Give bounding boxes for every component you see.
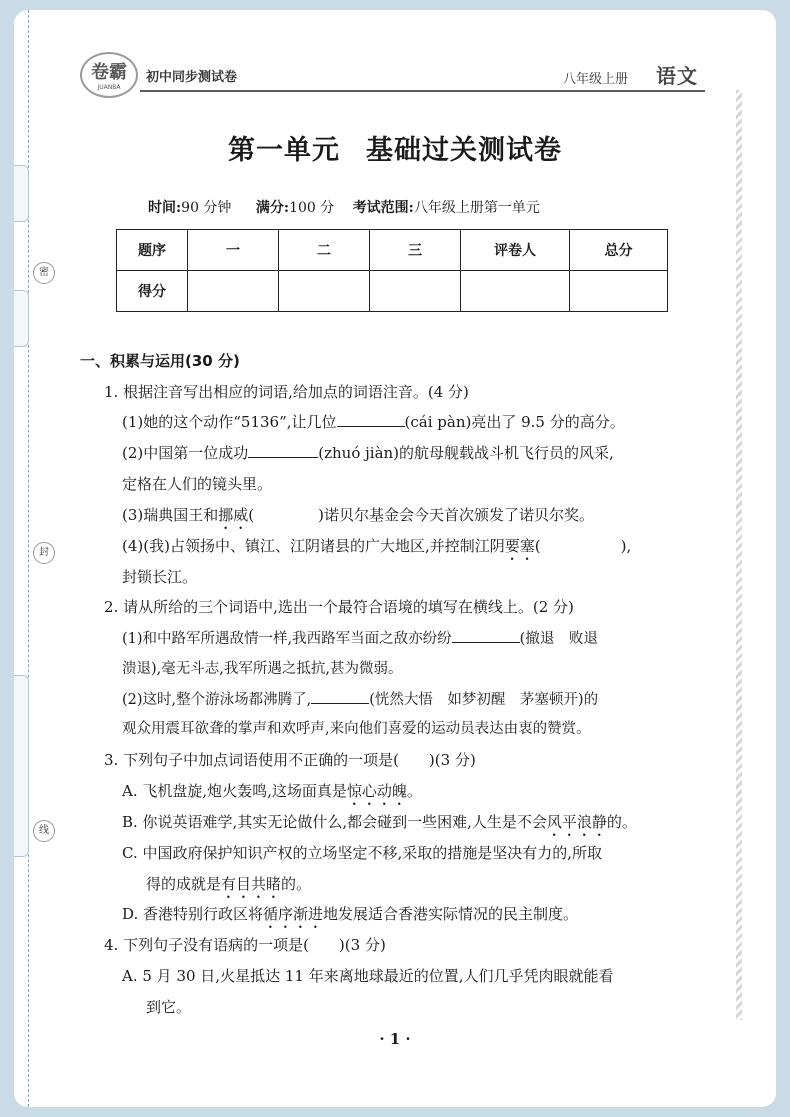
q2-1-options: (撤退 败退 [519,631,598,647]
q1-item-1 [122,412,625,432]
time-label: 时间: [148,200,182,216]
dotted-word: 循序渐进 [263,905,324,923]
exam-info [148,197,540,217]
answer-blank[interactable] [311,689,369,704]
q2-item-2-cont: 观众用震耳欲聋的掌声和欢呼声,来向他们喜爱的运动员表达由衷的赞赏。 [122,721,591,737]
subject-label: 语文 [656,64,698,88]
q2-item-1-cont: 溃退),毫无斗志,我军所遇之抵抗,甚为微弱。 [122,661,403,677]
q3-option-b[interactable] [122,812,637,840]
section-heading: 一、积累与运用(30 分) [80,352,240,370]
q1-item-2 [122,443,614,463]
page-title [0,128,790,167]
score-value-row [117,271,668,312]
page-number: · 1 · [379,1030,411,1048]
score-row-label: 得分 [117,271,188,312]
score-header-row [117,230,668,271]
score-header-cell: 一 [188,230,279,271]
q3-a-text: A. 飞机盘旋,炮火轰鸣,这场面真是 [122,782,347,800]
score-value: 100 分 [289,200,335,216]
q1-4-text-end: ), [620,537,632,555]
title-unit: 第一单元 [228,135,340,166]
score-cell[interactable] [461,271,570,312]
q1-3-paren: ( [248,506,255,524]
dotted-word: 惊心动魄 [346,782,407,800]
score-header-cell: 评卷人 [461,230,570,271]
logo-sub: JUANBA [97,84,121,91]
seal-mi: 密 [33,262,55,284]
q2-2-options: (恍然大悟 如梦初醒 茅塞顿开)的 [369,692,599,708]
answer-blank[interactable] [452,628,520,643]
score-label: 满分: [255,200,290,216]
score-header-cell: 总分 [570,230,668,271]
answer-blank[interactable] [248,443,318,458]
binding-tab [14,165,29,222]
q3-b-end: 的。 [606,813,637,831]
q2-item-1 [122,628,598,649]
q1-2-text: (2)中国第一位成功 [122,444,249,462]
q3-d-end: 地发展适合香港实际情况的民主制度。 [323,905,579,923]
seal-feng: 封 [33,542,55,564]
q1-item-4-cont: 封锁长江。 [122,568,198,586]
q2-stem: 2. 请从所给的三个词语中,选出一个最符合语境的填写在横线上。(2 分) [104,598,574,616]
logo-text: 卷霸 [91,62,127,83]
time-value: 90 分钟 [181,200,232,216]
score-header-cell: 题序 [117,230,188,271]
score-cell[interactable] [188,271,279,312]
q1-item-3 [122,505,594,533]
answer-blank[interactable] [337,412,405,427]
q1-item-4 [122,536,631,564]
q3-option-c-cont [146,874,311,902]
q3-option-d[interactable] [122,904,578,932]
q2-2-text: (2)这时,整个游泳场都沸腾了, [122,692,312,708]
q3-stem: 3. 下列句子中加点词语使用不正确的一项是( )(3 分) [104,751,476,769]
header-rule [140,90,705,92]
dotted-word: 风平浪静 [546,813,607,831]
grade-label: 八年级上册 [563,72,629,87]
score-header-cell: 二 [279,230,370,271]
dotted-word: 有目共睹 [221,875,282,893]
q3-c-end: 的。 [281,875,312,893]
q1-1-text: (1)她的这个动作“5136”,让几位 [122,413,337,431]
q3-d-text: D. 香港特别行政区将 [122,905,264,923]
dotted-word: 要塞 [504,537,535,555]
q2-item-2 [122,689,598,710]
right-decoration [736,90,742,1020]
q3-option-c[interactable]: C. 中国政府保护知识产权的立场坚定不移,采取的措施是坚决有力的,所取 [122,844,603,862]
q4-option-a[interactable]: A. 5 月 30 日,火星抵达 11 年来离地球最近的位置,人们几乎凭肉眼就能看 [122,967,614,985]
score-cell[interactable] [570,271,668,312]
q4-stem: 4. 下列句子没有语病的一项是( )(3 分) [104,936,386,954]
seal-xian: 线 [33,820,55,842]
series-title: 初中同步测试卷 [146,70,238,85]
q2-1-text: (1)和中路军所遇敌情一样,我西路军当面之敌亦纷纷 [122,631,452,647]
q1-4-text: (4)(我)占领扬中、镇江、江阴诸县的广大地区,并控制江阴 [122,537,505,555]
score-cell[interactable] [279,271,370,312]
q3-b-text: B. 你说英语难学,其实无论做什么,都会碰到一些困难,人生是不会 [122,813,547,831]
q1-4-paren: ( [534,537,541,555]
q1-stem: 1. 根据注音写出相应的词语,给加点的词语注音。(4 分) [104,383,469,401]
q1-3-text: (3)瑞典国王和 [122,506,219,524]
score-table [116,229,668,312]
q3-a-end: 。 [406,782,422,800]
score-cell[interactable] [370,271,461,312]
q4-option-a-cont: 到它。 [146,998,192,1016]
q3-c-text: 得的成就是 [146,875,222,893]
q1-1-text-end: (cái pàn)亮出了 9.5 分的高分。 [404,413,625,431]
binding-tab [14,675,29,857]
range-label: 考试范围: [352,200,414,216]
q1-3-text-end: )诺贝尔基金会今天首次颁发了诺贝尔奖。 [318,506,594,524]
dotted-word: 挪威 [218,506,249,524]
brand-logo [80,52,138,98]
binding-tab [14,290,29,347]
title-main: 基础过关测试卷 [366,135,562,166]
score-header-cell: 三 [370,230,461,271]
q1-2-text-end: (zhuó jiàn)的航母舰载战斗机飞行员的风采, [318,444,614,462]
q3-option-a[interactable] [122,781,422,809]
q1-item-2-cont: 定格在人们的镜头里。 [122,475,273,493]
range-value: 八年级上册第一单元 [413,200,540,216]
